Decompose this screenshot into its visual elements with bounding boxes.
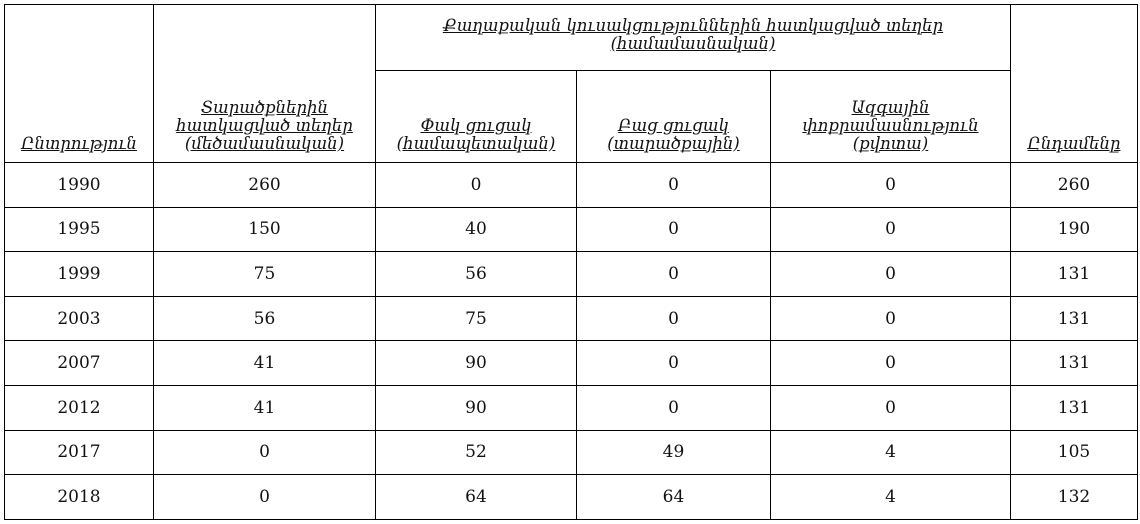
cell-territorial: 0 <box>154 430 376 475</box>
table-row <box>5 163 1138 208</box>
cell-total: 190 <box>1011 207 1138 252</box>
header-minority: Ազգային փոքրամասնություն (քվոտա) <box>771 71 1011 163</box>
cell-total: 131 <box>1011 252 1138 297</box>
cell-territorial: 150 <box>154 207 376 252</box>
cell-total: 132 <box>1011 475 1138 520</box>
cell-total: 105 <box>1011 430 1138 475</box>
cell-total: 131 <box>1011 385 1138 430</box>
cell-open-list: 0 <box>577 207 771 252</box>
table-row <box>5 475 1138 520</box>
cell-minority: 0 <box>771 296 1011 341</box>
header-year: Ընտրություն <box>5 5 154 163</box>
cell-open-list: 0 <box>577 341 771 386</box>
cell-open-list: 64 <box>577 475 771 520</box>
table-body <box>5 163 1138 520</box>
cell-open-list: 0 <box>577 296 771 341</box>
cell-minority: 4 <box>771 430 1011 475</box>
cell-total: 131 <box>1011 296 1138 341</box>
cell-minority: 0 <box>771 341 1011 386</box>
cell-closed-list: 75 <box>376 296 577 341</box>
cell-total: 260 <box>1011 163 1138 208</box>
table-row <box>5 341 1138 386</box>
cell-closed-list: 0 <box>376 163 577 208</box>
cell-closed-list: 90 <box>376 341 577 386</box>
header-total: Ընդամենը <box>1011 5 1138 163</box>
table-header <box>5 5 1138 163</box>
cell-territorial: 75 <box>154 252 376 297</box>
cell-year: 2012 <box>5 385 154 430</box>
cell-territorial: 41 <box>154 385 376 430</box>
table-row <box>5 252 1138 297</box>
cell-minority: 4 <box>771 475 1011 520</box>
cell-territorial: 56 <box>154 296 376 341</box>
cell-total: 131 <box>1011 341 1138 386</box>
cell-closed-list: 90 <box>376 385 577 430</box>
table-row <box>5 207 1138 252</box>
cell-closed-list: 52 <box>376 430 577 475</box>
cell-open-list: 0 <box>577 385 771 430</box>
cell-minority: 0 <box>771 252 1011 297</box>
cell-open-list: 0 <box>577 252 771 297</box>
cell-year: 2017 <box>5 430 154 475</box>
seat-allocation-table <box>4 4 1138 520</box>
cell-territorial: 260 <box>154 163 376 208</box>
cell-closed-list: 64 <box>376 475 577 520</box>
header-closed-list: Փակ ցուցակ (համապետական) <box>376 71 577 163</box>
cell-open-list: 0 <box>577 163 771 208</box>
cell-minority: 0 <box>771 163 1011 208</box>
cell-year: 1990 <box>5 163 154 208</box>
cell-minority: 0 <box>771 385 1011 430</box>
cell-year: 1995 <box>5 207 154 252</box>
cell-territorial: 41 <box>154 341 376 386</box>
cell-closed-list: 40 <box>376 207 577 252</box>
header-open-list: Բաց ցուցակ (տարածքային) <box>577 71 771 163</box>
cell-closed-list: 56 <box>376 252 577 297</box>
table-row <box>5 430 1138 475</box>
table-row <box>5 296 1138 341</box>
header-territorial: Տարածքներին հատկացված տեղեր (մեծամասնական) <box>154 5 376 163</box>
cell-territorial: 0 <box>154 475 376 520</box>
table-row <box>5 385 1138 430</box>
cell-minority: 0 <box>771 207 1011 252</box>
cell-open-list: 49 <box>577 430 771 475</box>
cell-year: 2007 <box>5 341 154 386</box>
cell-year: 2018 <box>5 475 154 520</box>
cell-year: 1999 <box>5 252 154 297</box>
cell-year: 2003 <box>5 296 154 341</box>
header-party-group: Քաղաքական կուսակցություններին հատկացված տեղեր (համամասնական) <box>376 5 1011 71</box>
